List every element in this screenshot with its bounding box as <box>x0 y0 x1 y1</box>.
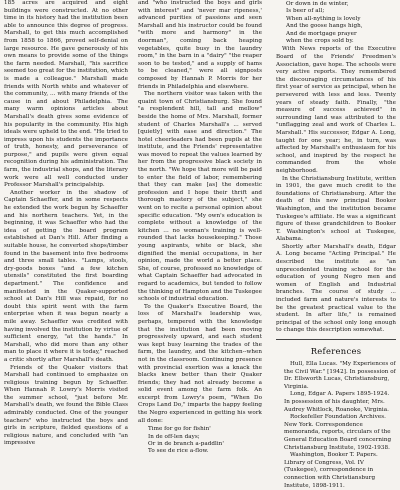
column-middle <box>138 0 262 455</box>
body-paragraph: To the Quaker's Executive Board, the loss of Marshall's leadership was, perhaps, tempered with the knowledge that the institution had been moving progressively upward, and each student was kept busy learning the trades of the farm, the laundry, and the kitchen--when not in the classroom. Continuing presence with provincial exertion was a knack the blacks knew better than their Quaker friends; they had not already become a solid event among the farm folk. An excerpt from Lowry's poem, "When Do Crops Land Do," imparts the happy feeling the Negro experienced in getting his work all done: <box>138 303 262 424</box>
body-paragraph: With News reports of the Executive Board of the Friends' Freedmen's Association, gave hope. The schools were very active reports. They remembered the discouraging circumstances of his first year of service as principal, when he persevered with less and less. Twenty years of steady faith. Finally, "the measure of success achieved" in surrounding land was attributed to the "unflagging zeal and work of Charles L. Marshall." His successor, Edgar A. Long, taught for one year; he, in turn, was affected by Marshall's enthusiasm for his school, and inspired by the respect he commanded from the whole neighborhood. <box>276 46 396 174</box>
column-right <box>276 0 396 489</box>
reference-entry: Hull, Ella Lucas. "My Experiences of the Civil War." [1942]. In possession of Dr. Ellsworth Lucas, Christiansburg, Virginia. <box>284 361 396 390</box>
references-list <box>276 361 396 490</box>
reference-entry: Long, Edgar A. Papers 1895-1924. In possession of his daughter, Mrs. Audrey Whitlock, Roanoke, Virginia. <box>284 391 390 413</box>
body-paragraph: In the Christiansburg Institute, written in 1901, the gave much credit to the foundations of Christiansburg. After the death of this new principal Booker Washington, and the institution became Tuskegee's affiliate. He was a significant figure of these grandchildren to Booker T. Washington's school at Tuskegee, Alabama. <box>276 175 396 243</box>
poem-excerpt: Time for go for fishin' In de off-len days; Or in de branch a-paddlin' To see de rice a-flow. <box>148 426 224 455</box>
reference-entry: Rockefeller Foundation Archives. New York. Correspondence memoranda, reports, circulars of the General Education Board concerning Christiansburg Institute, 1902-1938. <box>284 414 392 451</box>
references-heading: References <box>310 346 362 356</box>
body-paragraph: The northern visitor was taken with the quaint town of Christiansburg. She found "a resplendent hill, tall and mellow" beside the home of Mrs. Marshall, former student of Charles Marshall's ... served [quietly] with ease and direction." The hotel cheerleaders had been pupils at the institute, and the Friends' representative was moved to repeat the values learned by her from the progressive black society in the north. "We hope that more will be paid to enter the field of labor, remembering that they can make [as] the domestic profession and I hope their thrift and thorough mastery of the subject," she went on to recite a personal opinion about specific education. "My own's education is complete without a knowledge of the kitchen ... no woman's training is well-rounded that lacks housekeeping." Those young aspirants, white or black, she dignified the menial occupations, in her opinion, made the world a better place. She, of course, professed no knowledge of what Captain Schaeffer had advocated in regard to academics, but tended to follow the thinking of Hampton and the Tuskegee schools of industrial education. <box>138 91 262 303</box>
body-paragraph: Shortly after Marshall's death, Edgar A. Long became "Acting Principal." He described the institute as "an unprecedented training school for the education of young Negro men and women of English and Industrial branches. The course of study ... included farm and nature's interests to be the greatest practical value to the student. In after life," is remained principal of the school only long enough to change this description somewhat. <box>276 243 396 334</box>
body-paragraph: 185 acres are acquired and eight buildings were constructed. At no other time in its history had the institution been able to announce this degree of progress. Marshall, to get this much accomplished from 1858 to 1866, proved self-denial on large resource. He gave generously of his own means to provide some of the things the farm needed. Marshall, "his sacrifice seemed too great for the institution, which is made a colleague." Marshall made friends with North white and whatever of the community, ... with many friends of the cause in and about Philadelphia. The many warm opinions articles about Marshall's death gives some evidence of his popularity in the community. His high ideals were upheld to the end. "He tried to impress upon his students the importance of truth, honesty, and perseverance of purpose," and pupils were given equal recognition during his administration. The farm, the industrial shops, and the literary work were all well conducted under Professor Marshall's principalship. <box>4 0 128 189</box>
body-paragraph: Friends of the Quaker visitors that Marshall had continued to emphasize on religious training begun by Schaeffer. When Hannah P. Lowry's Morris visited the summer school, "just before Mr. Marshall's death, we found the Bible Class admirably conducted. One of the younger teachers" who instructed the boys and girls in scripture, fielded questions of a religious nature, and concluded with "an impressive <box>4 364 128 447</box>
section-divider <box>276 339 396 340</box>
body-paragraph: and "who instructed the boys and girls with interest" and 'never mar ripeness,' advanced purities of passions and seen Marshall and his instructor could be found "with more and harmony" in the doorman", coming back heaping vegetables, quite busy in the laundry room," in the barn in a "dairy" "the reaper soon to be tested," and a supply of hams to be cleaned," were all signposts composed by Hannah P. Morris for her friends in Philadelphia and elsewhere. <box>138 0 262 90</box>
column-left <box>4 0 128 447</box>
reference-entry: Washington, Booker T. Papers. Library of Congress, Vol. IV (Tuskegee), correspondence in connection with Christiansburg Institute, 1898-1911. <box>284 452 378 489</box>
poem-excerpt: Or down in de winter, Is beer of all; When all-nything is lovely And the goose hangs high, And de mortgage prayer when the crops sold by. <box>286 1 363 45</box>
body-paragraph: Another worker in the shadow of Captain Schaeffer, and in some respects he extended the work begun by Schaeffer and his northern teachers. Yet, in the beginning, it was Schaeffer who had the idea of getting the board program established at Dan's Hill. After finding a suitable house, he converted shops/timber found in the basement into five bedrooms and three small tables. "Lamps, stools, dry-goods boxes "and a few kitchen utensils" constituted the first boarding department." The confidence and manifested in the Quaker-supported school at Dan's Hill was repaid, for no doubt this spirit went with the farm enterprise when it was begun nearly a mile away. Schaeffer was credited with having involved the institution by virtue of sufficient energy, "at the hands." In Marshall, who did more than any other man to place it where it is today," reached a critic shortly after Marshall's death. <box>4 189 128 363</box>
